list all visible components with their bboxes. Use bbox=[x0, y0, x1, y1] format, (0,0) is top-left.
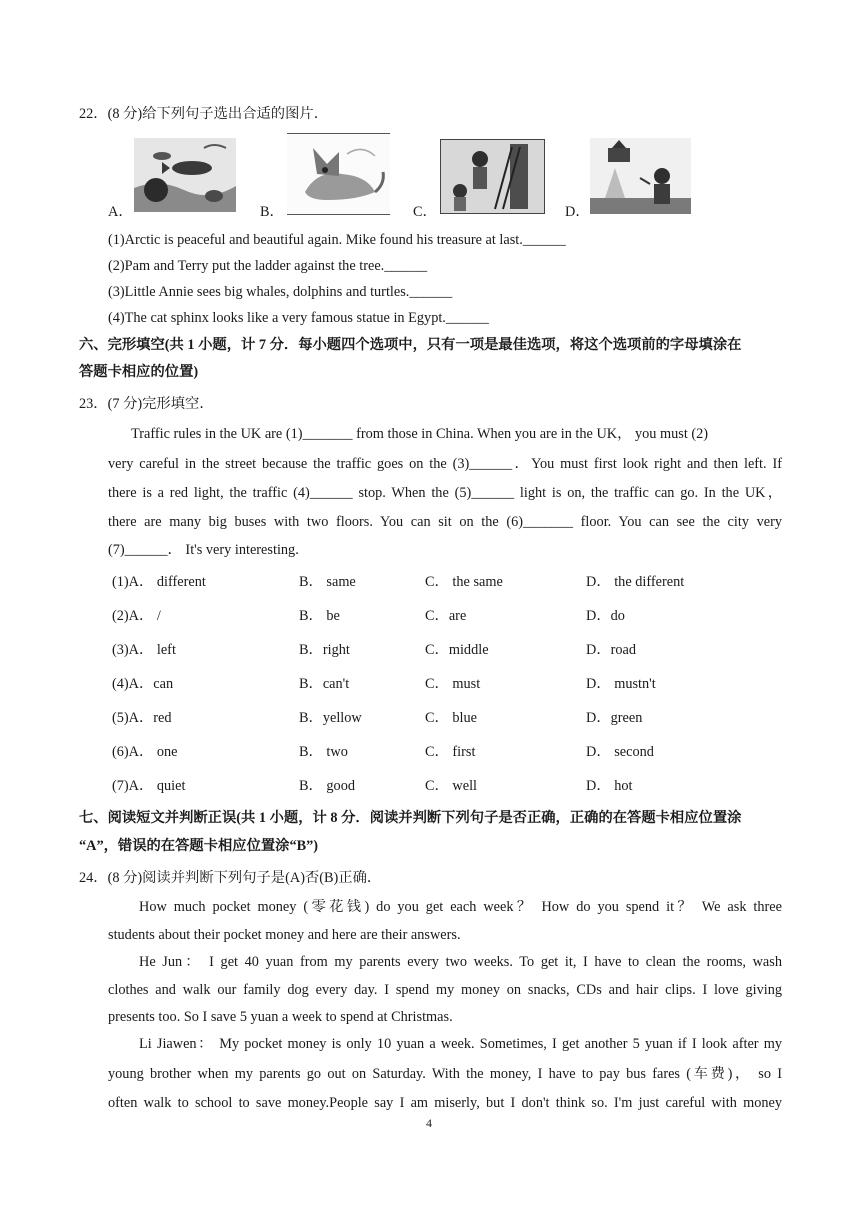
q23-passage-line-5: (7)______． It's very interesting. bbox=[108, 542, 299, 558]
page-number: 4 bbox=[426, 1116, 432, 1130]
q23-option-1c: C． the same bbox=[425, 574, 503, 590]
sea-creatures-picture bbox=[134, 138, 236, 212]
q23-option-6d: D． second bbox=[586, 744, 654, 760]
q24-passage-line-4: clothes and walk our family dog every day. I spend my money on snacks, CDs and hair clips. I love giving bbox=[108, 982, 782, 998]
q24-passage-line-3: He Jun： I get 40 yuan from my parents every two weeks. To get it, I have to clean the rooms, wash bbox=[139, 954, 782, 970]
q23-heading: 23．(7 分)完形填空． bbox=[79, 396, 214, 412]
q23-option-6b: B． two bbox=[299, 744, 348, 760]
picture-b bbox=[287, 133, 390, 215]
q22-sentence-4: (4)The cat sphinx looks like a very famous statue in Egypt.______ bbox=[108, 310, 489, 326]
q24-passage-line-5: presents too. So I save 5 yuan a week to spend at Christmas. bbox=[108, 1009, 453, 1025]
q24-passage-line-2: students about their pocket money and here are their answers. bbox=[108, 927, 461, 943]
q23-option-3c: C．middle bbox=[425, 642, 489, 658]
q23-option-4c: C． must bbox=[425, 676, 481, 692]
q23-option-3d: D．road bbox=[586, 642, 637, 658]
q23-option-6c: C． first bbox=[425, 744, 476, 760]
q24-passage-line-8: often walk to school to save money.People say I am miserly, but I don't think so. I'm just careful with money bbox=[108, 1095, 782, 1111]
q23-option-1b: B． same bbox=[299, 574, 356, 590]
ladder-tree-picture bbox=[440, 139, 545, 214]
q23-option-4a: (4)A．can bbox=[112, 676, 174, 692]
q24-passage-line-6: Li Jiawen： My pocket money is only 10 yuan a week. Sometimes, I get another 5 yuan if I look after my bbox=[139, 1036, 782, 1052]
q23-option-2c: C．are bbox=[425, 608, 467, 624]
q23-option-4b: B．can't bbox=[299, 676, 350, 692]
option-label-b: B． bbox=[260, 204, 284, 220]
q23-option-7d: D． hot bbox=[586, 778, 633, 794]
q23-option-6a: (6)A． one bbox=[112, 744, 178, 760]
q22-sentence-3: (3)Little Annie sees big whales, dolphins and turtles.______ bbox=[108, 284, 453, 300]
option-label-d: D． bbox=[565, 204, 590, 220]
arctic-treasure-picture bbox=[590, 138, 691, 214]
q23-passage-line-4: there are many big buses with two floors. You can sit on the (6)_______ floor. You can see the city very bbox=[108, 514, 782, 530]
q23-option-7c: C． well bbox=[425, 778, 478, 794]
q23-option-1a: (1)A． different bbox=[112, 574, 206, 590]
picture-d bbox=[590, 138, 691, 214]
section-6-heading-cont: 答题卡相应的位置) bbox=[79, 364, 199, 380]
q23-passage-line-2: very careful in the street because the traffic goes on the (3)______．You must first look right and then left. If bbox=[108, 456, 782, 472]
q23-option-3b: B．right bbox=[299, 642, 350, 658]
q23-option-3a: (3)A． left bbox=[112, 642, 176, 658]
q22-sentence-2: (2)Pam and Terry put the ladder against the tree.______ bbox=[108, 258, 428, 274]
q23-option-5b: B．yellow bbox=[299, 710, 362, 726]
q22-heading: 22．(8 分)给下列句子选出合适的图片． bbox=[79, 106, 328, 122]
section-6-heading: 六、完形填空(共 1 小题，计 7 分．每小题四个选项中，只有一项是最佳选项，将这个选项前的字母填涂在 bbox=[79, 337, 742, 353]
q23-option-5a: (5)A．red bbox=[112, 710, 172, 726]
section-7-heading: 七、阅读短文并判断正误(共 1 小题，计 8 分．阅读并判断下列句子是否正确，正确的在答题卡相应位置涂 bbox=[79, 810, 742, 826]
q23-option-7a: (7)A． quiet bbox=[112, 778, 186, 794]
picture-c bbox=[440, 139, 545, 214]
q23-option-5d: D．green bbox=[586, 710, 643, 726]
q23-option-5c: C． blue bbox=[425, 710, 478, 726]
q22-sentence-1: (1)Arctic is peaceful and beautiful again. Mike found his treasure at last.______ bbox=[108, 232, 566, 248]
q23-passage-line-1: Traffic rules in the UK are (1)_______ from those in China. When you are in the UK， you must (2) bbox=[131, 426, 709, 442]
q23-option-2d: D．do bbox=[586, 608, 625, 624]
section-7-heading-cont: “A”，错误的在答题卡相应位置涂“B”) bbox=[79, 838, 319, 854]
option-label-a: A． bbox=[108, 204, 133, 220]
q24-passage-line-1: How much pocket money (零花钱) do you get each week？ How do you spend it？ We ask three bbox=[139, 899, 782, 915]
q23-option-2b: B． be bbox=[299, 608, 340, 624]
q23-option-2a: (2)A． / bbox=[112, 608, 161, 624]
q23-passage-line-3: there is a red light, the traffic (4)______ stop. When the (5)______ light is on, the traffic can go. In the UK， bbox=[108, 485, 782, 501]
q23-option-7b: B． good bbox=[299, 778, 356, 794]
q24-heading: 24．(8 分)阅读并判断下列句子是(A)否(B)正确． bbox=[79, 870, 382, 886]
q23-option-4d: D． mustn't bbox=[586, 676, 656, 692]
option-label-c: C． bbox=[413, 204, 437, 220]
q23-option-1d: D． the different bbox=[586, 574, 685, 590]
picture-a bbox=[134, 138, 236, 212]
cat-sphinx-picture bbox=[287, 134, 390, 214]
q24-passage-line-7: young brother when my parents go out on Saturday. With the money, I have to pay bus fares (车费)， so I bbox=[108, 1066, 782, 1082]
